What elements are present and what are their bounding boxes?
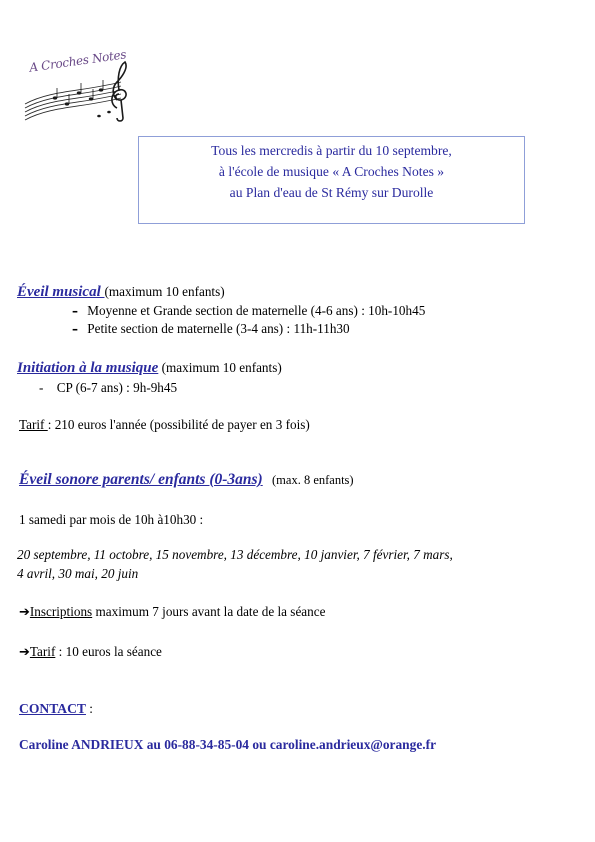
inscriptions-line <box>19 604 325 620</box>
schedule-info-box <box>138 136 525 224</box>
contact-label: CONTACT <box>19 701 86 716</box>
info-line-1: Tous les mercredis à partir du 10 septembre, <box>211 143 452 158</box>
initiation-title: Initiation à la musique <box>17 360 159 376</box>
list-item <box>72 303 425 319</box>
eveil-musical-title: Éveil musical <box>17 284 105 300</box>
tarif-seance-text: : 10 euros la séance <box>55 644 162 659</box>
tarif-seance-line <box>19 644 162 660</box>
eveil-sonore-capacity: (max. 8 enfants) <box>272 473 354 487</box>
dates-line-1: 20 septembre, 11 octobre, 15 novembre, 13 décembre, 10 janvier, 7 février, 7 mars, <box>17 547 453 562</box>
list-item <box>39 380 177 396</box>
eveil-musical-section <box>17 284 225 301</box>
inscriptions-label: Inscriptions <box>29 604 93 619</box>
list-item <box>72 321 350 337</box>
eveil-sonore-title: Éveil sonore parents/ enfants (0-3ans) <box>19 471 263 488</box>
contact-colon: : <box>85 701 93 716</box>
school-logo <box>21 47 133 128</box>
logo-text: A Croches Notes <box>28 47 127 75</box>
arrow-right-icon: ➔ <box>19 645 30 660</box>
arrow-right-icon: ➔ <box>19 605 30 620</box>
tarif-text: : 210 euros l'année (possibilité de payer en 3 fois) <box>47 417 310 432</box>
inscriptions-text: maximum 7 jours avant la date de la séance <box>92 604 326 619</box>
contact-line <box>19 701 93 717</box>
dash-bullet-icon: – <box>72 304 78 318</box>
list-item-text: CP (6-7 ans) : 9h-9h45 <box>56 380 178 395</box>
dash-bullet: - <box>39 380 44 395</box>
contact-details: Caroline ANDRIEUX au 06-88-34-85-04 ou caroline.andrieux@orange.fr <box>19 737 437 752</box>
info-line-3: au Plan d'eau de St Rémy sur Durolle <box>229 185 434 200</box>
dash-bullet-icon: – <box>72 322 78 336</box>
info-line-2: à l'école de musique « A Croches Notes » <box>218 164 445 179</box>
eveil-musical-capacity: (maximum 10 enfants) <box>104 284 225 299</box>
eveil-sonore-section <box>19 471 354 489</box>
schedule-line: 1 samedi par mois de 10h à10h30 : <box>19 512 204 527</box>
tarif-seance-label: Tarif <box>29 644 56 659</box>
initiation-section <box>17 360 282 377</box>
tarif-label: Tarif <box>19 417 48 432</box>
list-item-text: Moyenne et Grande section de maternelle (4-6 ans) : 10h-10h45 <box>87 303 426 318</box>
dates-line-2: 4 avril, 30 mai, 20 juin <box>17 566 139 581</box>
list-item-text: Petite section de maternelle (3-4 ans) : 11h-11h30 <box>87 321 350 336</box>
tarif-line <box>19 417 310 433</box>
initiation-capacity: (maximum 10 enfants) <box>158 360 282 375</box>
